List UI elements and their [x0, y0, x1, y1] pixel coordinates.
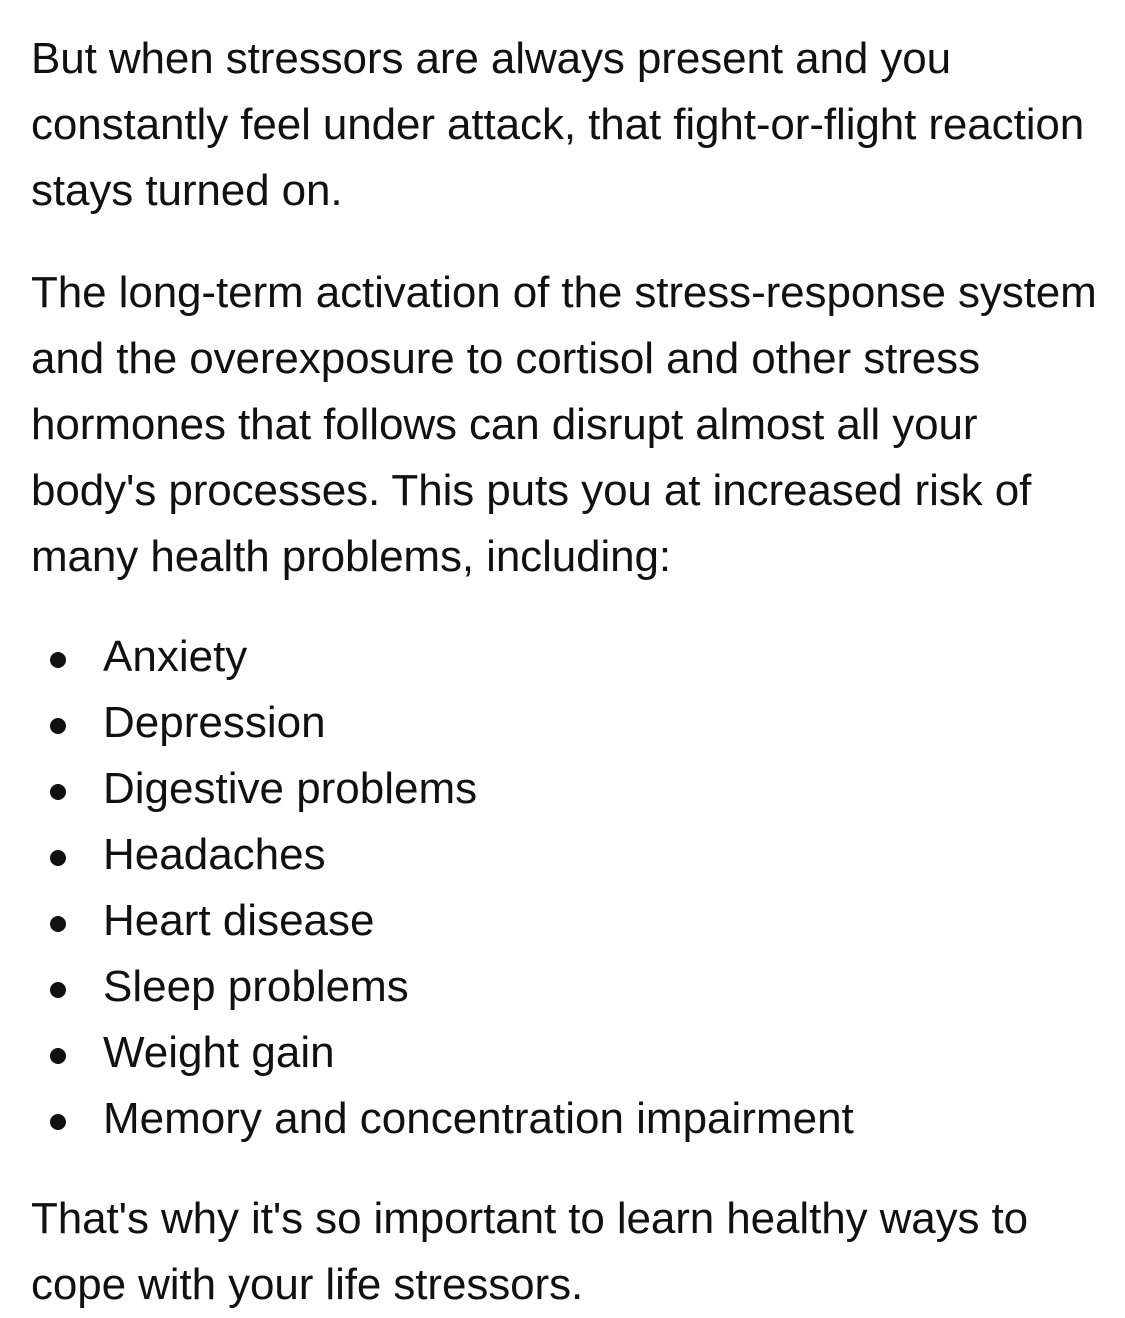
paragraph-closing: That's why it's so important to learn healthy ways to cope with your life stressors. — [31, 1194, 1029, 1309]
list-item — [31, 1086, 1111, 1152]
list-item — [31, 822, 1111, 888]
health-problems-list — [31, 624, 1111, 1152]
bullet-icon — [50, 1114, 66, 1130]
list-item — [31, 1020, 1111, 1086]
list-item-text: Memory and concentration impairment — [103, 1094, 854, 1143]
article-body — [31, 26, 1111, 1318]
bullet-icon — [50, 982, 66, 998]
list-item — [31, 756, 1111, 822]
list-item-text: Sleep problems — [103, 962, 409, 1011]
list-item-text: Anxiety — [103, 632, 248, 681]
bullet-icon — [50, 1048, 66, 1064]
list-item-text: Digestive problems — [103, 764, 478, 813]
list-item-text: Headaches — [103, 830, 326, 879]
paragraph-long-term-activation: The long-term activation of the stress-response system and the overexposure to cortisol and other stress hormones that follows can disrupt almost all your body's processes. This puts you at increased risk of many health problems, including: — [31, 268, 1097, 581]
bullet-icon — [50, 784, 66, 800]
list-item-text: Depression — [103, 698, 326, 747]
list-item-text: Heart disease — [103, 896, 375, 945]
list-item — [31, 954, 1111, 1020]
list-item — [31, 624, 1111, 690]
bullet-icon — [50, 718, 66, 734]
list-item-text: Weight gain — [103, 1028, 335, 1077]
paragraph-fight-or-flight: But when stressors are always present and you constantly feel under attack, that fight-or-flight reaction stays turned on. — [31, 34, 1085, 215]
list-item — [31, 690, 1111, 756]
list-item — [31, 888, 1111, 954]
bullet-icon — [50, 916, 66, 932]
bullet-icon — [50, 652, 66, 668]
bullet-icon — [50, 850, 66, 866]
